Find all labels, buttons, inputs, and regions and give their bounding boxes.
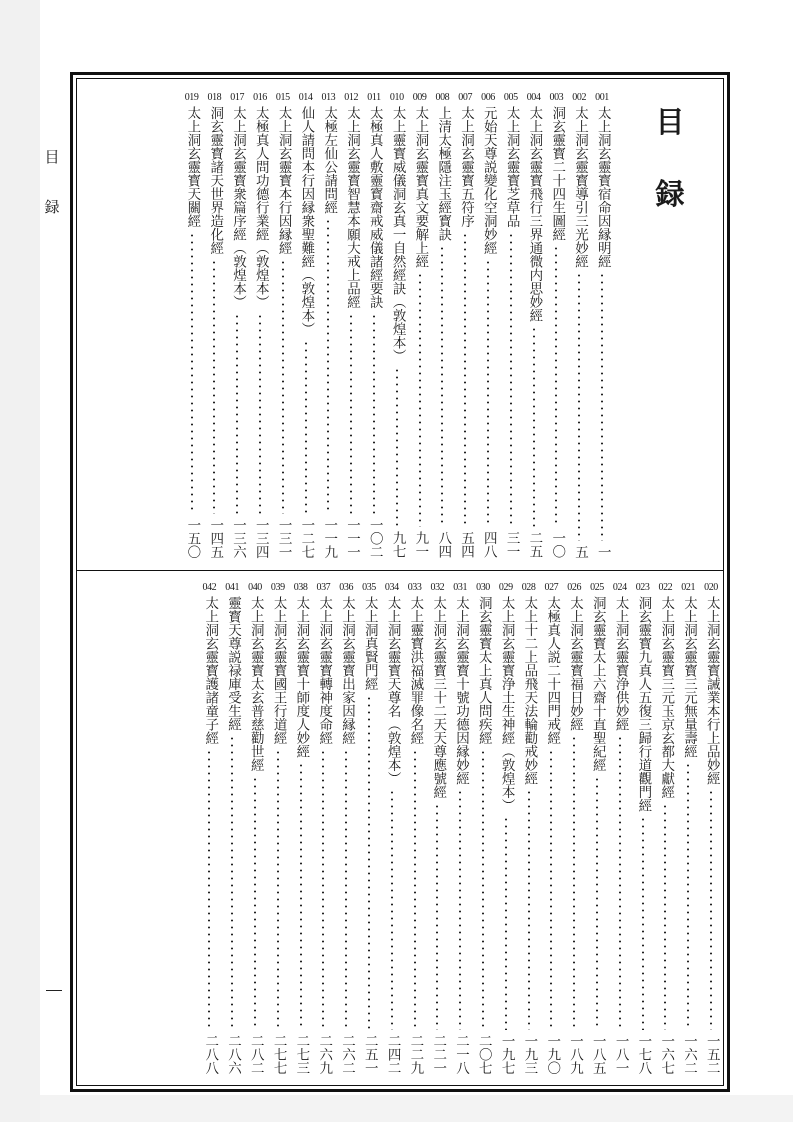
entry-number: 006 <box>481 92 495 103</box>
entry-title: 洞玄靈寳太上真人問疾經 <box>475 596 492 745</box>
entry-number: 042 <box>202 582 217 593</box>
entry-title: 洞玄靈寳九真人五復三歸行道觀門經 <box>635 596 652 812</box>
entry-title: 靈寳天尊説禄庫受生經 <box>224 596 241 731</box>
entry-page-number: 一四五 <box>207 517 224 558</box>
dot-leader <box>391 789 393 1030</box>
dot-leader <box>396 367 398 528</box>
running-header-char-1: 目 <box>44 148 60 166</box>
entry-page-number: 一一九 <box>321 517 338 558</box>
left-gutter-shade <box>0 0 40 1122</box>
toc-entry <box>337 582 355 1074</box>
entry-page-number: 一五〇 <box>184 517 201 558</box>
entry-number: 013 <box>321 92 336 103</box>
entry-title: 元始天尊説變化空洞妙經 <box>480 106 497 255</box>
toc-entry <box>497 582 515 1074</box>
running-header-char-2: 録 <box>44 198 60 216</box>
dot-leader <box>578 272 580 541</box>
entry-number: 035 <box>362 582 376 593</box>
dot-leader <box>300 762 302 1030</box>
entry-title: 太上靈寳洪福滅罪像名經 <box>407 596 424 745</box>
entry-title: 太上洞玄靈寳導引三光妙經 <box>571 106 588 268</box>
entry-title: 太上洞玄靈寳本行因縁經 <box>275 106 292 255</box>
entry-number: 008 <box>435 92 450 103</box>
toc-entry <box>319 92 337 558</box>
dot-leader <box>459 789 461 1030</box>
entry-number: 007 <box>458 92 473 103</box>
toc-entry <box>542 582 560 1074</box>
toc-entry <box>246 582 264 1074</box>
entry-page-number: 一九三 <box>521 1033 538 1074</box>
entry-title: 上清太極隱注玉經寳訣 <box>435 106 452 241</box>
entry-number: 029 <box>498 582 513 593</box>
entry-page-number: 一二七 <box>298 517 315 558</box>
entry-page-number: 五四 <box>457 531 474 558</box>
entry-number: 031 <box>453 582 468 593</box>
dot-leader <box>305 340 307 514</box>
toc-entry <box>269 582 287 1074</box>
page-number-rule <box>46 990 62 991</box>
dot-leader <box>533 326 535 527</box>
entry-page-number: 一九七 <box>498 1033 515 1074</box>
entry-number: 037 <box>316 582 331 593</box>
entry-number: 005 <box>503 92 518 103</box>
toc-entry <box>525 92 543 558</box>
entry-number: 004 <box>526 92 541 103</box>
entry-title: 太上洞玄靈寳真文要解上經 <box>412 106 429 268</box>
toc-entry <box>611 582 629 1074</box>
toc-entry <box>547 92 565 558</box>
toc-entry <box>520 582 538 1074</box>
entry-page-number: 一六二 <box>680 1033 697 1074</box>
toc-entry <box>433 92 451 558</box>
toc-entry <box>570 92 588 558</box>
toc-entry <box>679 582 697 1074</box>
toc-entry <box>314 582 332 1074</box>
dot-leader <box>550 749 552 1030</box>
dot-leader <box>368 695 370 1030</box>
entry-title: 洞玄靈寳二十四生圖經 <box>549 106 566 241</box>
entry-number: 025 <box>590 582 604 593</box>
entry-number: 010 <box>389 92 404 103</box>
entry-title: 太極真人説二十四門戒經 <box>544 596 561 745</box>
entry-title: 太上洞玄靈寳天尊名（敦煌本） <box>384 596 401 785</box>
toc-entry <box>634 582 652 1074</box>
entry-number: 019 <box>184 92 199 103</box>
entry-number: 033 <box>407 582 422 593</box>
entry-page-number: 二二一 <box>430 1033 447 1074</box>
entry-title: 太上洞玄靈寳十號功德因縁妙經 <box>452 596 469 785</box>
entry-title: 太上洞玄靈寳智慧本願大戒上品經 <box>343 106 360 309</box>
entry-title: 太極左仙公請問經 <box>321 106 338 214</box>
toc-entry <box>406 582 424 1074</box>
entry-title: 太上洞玄靈寳三十二天天尊應號經 <box>430 596 447 799</box>
toc-entry <box>205 92 223 558</box>
toc-entry <box>479 92 497 558</box>
entry-number: 018 <box>207 92 222 103</box>
entry-title: 太上洞玄靈寳芝草品 <box>503 106 520 228</box>
entry-page-number: 二五 <box>526 531 543 558</box>
entry-page-number: 一一一 <box>343 517 360 558</box>
page-title-char-2: 録 <box>655 177 685 211</box>
entry-title: 太上靈寳威儀洞玄真一自然經訣（敦煌本） <box>389 106 406 363</box>
page-title-char-1: 目 <box>655 105 685 139</box>
entry-number: 014 <box>298 92 313 103</box>
entry-number: 026 <box>567 582 582 593</box>
entry-number: 011 <box>367 92 381 103</box>
entry-title: 太上洞玄靈寳浄供妙經 <box>612 596 629 731</box>
dot-leader <box>487 259 489 528</box>
dot-leader <box>464 232 466 528</box>
entry-title: 太上洞玄靈寳飛行三界通微内思妙經 <box>526 106 543 322</box>
entry-title: 仙人請問本行因縁衆聖難經（敦煌本） <box>298 106 315 336</box>
toc-entry <box>451 582 469 1074</box>
entry-title: 太上洞玄靈寳誡業本行上品妙經 <box>703 596 720 785</box>
entry-number: 034 <box>384 582 399 593</box>
entry-title: 太上洞真賢門經 <box>361 596 378 691</box>
toc-entry <box>565 582 583 1074</box>
entry-page-number: 一五二 <box>703 1033 720 1074</box>
entry-number: 003 <box>549 92 564 103</box>
toc-entry <box>183 92 201 558</box>
entry-number: 040 <box>248 582 262 593</box>
toc-entry <box>365 92 383 558</box>
dot-leader <box>414 749 416 1030</box>
toc-entry <box>223 582 241 1074</box>
entry-number: 002 <box>572 92 587 103</box>
dot-leader <box>277 749 279 1030</box>
dot-leader <box>619 735 621 1030</box>
dot-leader <box>322 749 324 1030</box>
dot-leader <box>231 735 233 1030</box>
entry-number: 030 <box>476 582 490 593</box>
dot-leader <box>327 218 329 514</box>
dot-leader <box>573 735 575 1030</box>
dot-leader <box>642 816 644 1030</box>
entry-page-number: 二六二 <box>338 1033 355 1074</box>
entry-title: 太上洞玄靈寳福日妙經 <box>566 596 583 731</box>
entry-number: 021 <box>681 582 696 593</box>
entry-title: 太上洞玄靈寳天關經 <box>184 106 201 228</box>
dot-leader <box>236 313 238 514</box>
entry-page-number: 五 <box>571 544 588 558</box>
entry-title: 太上洞玄靈寳三元玉京玄都大獻經 <box>658 596 675 799</box>
entry-number: 041 <box>225 582 240 593</box>
entry-page-number: 一八一 <box>612 1033 629 1074</box>
entry-number: 015 <box>275 92 290 103</box>
entry-page-number: 一 <box>594 544 611 558</box>
dot-leader <box>555 245 557 527</box>
entry-page-number: 二八二 <box>247 1033 264 1074</box>
entry-page-number: 二二九 <box>407 1033 424 1074</box>
dot-leader <box>191 232 193 514</box>
toc-entry <box>297 92 315 558</box>
entry-page-number: 二〇七 <box>475 1033 492 1074</box>
dot-leader <box>505 816 507 1030</box>
entry-page-number: 一三一 <box>275 517 292 558</box>
dot-leader <box>213 259 215 514</box>
entry-page-number: 一八五 <box>589 1033 606 1074</box>
entry-page-number: 二六九 <box>316 1033 333 1074</box>
entry-title: 太上洞玄靈寳衆篇序經（敦煌本） <box>229 106 246 309</box>
entry-page-number: 九一 <box>412 531 429 558</box>
entry-number: 027 <box>544 582 559 593</box>
toc-entry <box>502 92 520 558</box>
entry-page-number: 一〇 <box>549 531 566 558</box>
entry-title: 太上十二上品飛天法輪勸戒妙經 <box>521 596 538 785</box>
entry-number: 009 <box>412 92 427 103</box>
toc-entry <box>702 582 720 1074</box>
entry-title: 太上洞玄靈寳國王行道經 <box>270 596 287 745</box>
entry-title: 太上洞玄靈寳轉神度命經 <box>316 596 333 745</box>
entry-title: 太上洞玄靈寳出家因縁經 <box>338 596 355 745</box>
entry-page-number: 二八六 <box>224 1033 241 1074</box>
entry-page-number: 一六七 <box>658 1033 675 1074</box>
entry-number: 001 <box>595 92 609 103</box>
entry-title: 太上洞玄靈寳十師度人妙經 <box>293 596 310 758</box>
bottom-shade <box>40 1095 793 1122</box>
entry-page-number: 九七 <box>389 531 406 558</box>
entry-title: 太極真人問功德行業經（敦煌本） <box>252 106 269 309</box>
dot-leader <box>528 789 530 1030</box>
entry-number: 012 <box>344 92 359 103</box>
entry-page-number: 二一八 <box>452 1033 469 1074</box>
entry-page-number: 八四 <box>435 531 452 558</box>
entry-page-number: 一三四 <box>252 517 269 558</box>
entry-number: 036 <box>339 582 354 593</box>
entry-title: 太上洞玄靈寳五符序 <box>457 106 474 228</box>
toc-entry <box>383 582 401 1074</box>
toc-entry <box>292 582 310 1074</box>
entry-number: 023 <box>635 582 650 593</box>
entry-title: 太上洞玄靈寳宿命因縁明經 <box>594 106 611 268</box>
toc-entry <box>474 582 492 1074</box>
entry-page-number: 二八八 <box>202 1033 219 1074</box>
dot-leader <box>687 762 689 1030</box>
toc-entry <box>593 92 611 558</box>
toc-entry <box>228 92 246 558</box>
entry-page-number: 一〇二 <box>366 517 383 558</box>
entry-page-number: 四八 <box>480 531 497 558</box>
dot-leader <box>350 313 352 514</box>
section-divider <box>76 570 724 571</box>
entry-number: 039 <box>270 582 285 593</box>
toc-entry <box>200 582 218 1074</box>
entry-title: 太上洞玄靈寳三元無量壽經 <box>680 596 697 758</box>
entry-page-number: 二七七 <box>270 1033 287 1074</box>
dot-leader <box>419 272 421 527</box>
entry-number: 016 <box>253 92 267 103</box>
entry-title: 洞玄靈寳諸天世界造化經 <box>207 106 224 255</box>
toc-entry <box>588 582 606 1074</box>
dot-leader <box>601 272 603 541</box>
dot-leader <box>345 749 347 1030</box>
toc-entry <box>456 92 474 558</box>
entry-title: 太上洞玄靈寳護諸童子經 <box>202 596 219 745</box>
dot-leader <box>710 789 712 1030</box>
entry-number: 020 <box>704 582 718 593</box>
toc-entry <box>342 92 360 558</box>
dot-leader <box>441 245 443 527</box>
dot-leader <box>208 749 210 1030</box>
dot-leader <box>436 803 438 1030</box>
entry-number: 022 <box>658 582 673 593</box>
toc-entry <box>656 582 674 1074</box>
dot-leader <box>282 259 284 514</box>
dot-leader <box>596 776 598 1030</box>
toc-entry <box>411 92 429 558</box>
entry-page-number: 二四二 <box>384 1033 401 1074</box>
entry-number: 038 <box>293 582 308 593</box>
toc-entry <box>388 92 406 558</box>
entry-page-number: 二五一 <box>361 1033 378 1074</box>
entry-number: 028 <box>521 582 536 593</box>
dot-leader <box>664 803 666 1030</box>
entry-page-number: 三一 <box>503 531 520 558</box>
entry-number: 032 <box>430 582 445 593</box>
entry-page-number: 一三六 <box>229 517 246 558</box>
dot-leader <box>259 313 261 514</box>
toc-entry <box>428 582 446 1074</box>
dot-leader <box>254 776 256 1030</box>
dot-leader <box>482 749 484 1030</box>
toc-entry <box>251 92 269 558</box>
dot-leader <box>510 232 512 528</box>
entry-number: 017 <box>230 92 245 103</box>
entry-title: 太極真人敷靈寳齋戒威儀諸經要訣 <box>366 106 383 309</box>
toc-entry <box>360 582 378 1074</box>
entry-title: 太上洞玄靈寳太玄普慈勸世經 <box>247 596 264 772</box>
entry-number: 024 <box>612 582 627 593</box>
dot-leader <box>373 313 375 514</box>
entry-page-number: 一八九 <box>566 1033 583 1074</box>
toc-entry <box>274 92 292 558</box>
entry-page-number: 一七八 <box>635 1033 652 1074</box>
entry-page-number: 二七三 <box>293 1033 310 1074</box>
entry-title: 太上洞玄靈寳浄土生神經（敦煌本） <box>498 596 515 812</box>
entry-page-number: 一九〇 <box>544 1033 561 1074</box>
entry-title: 洞玄靈寳太上六齋十直聖紀經 <box>589 596 606 772</box>
